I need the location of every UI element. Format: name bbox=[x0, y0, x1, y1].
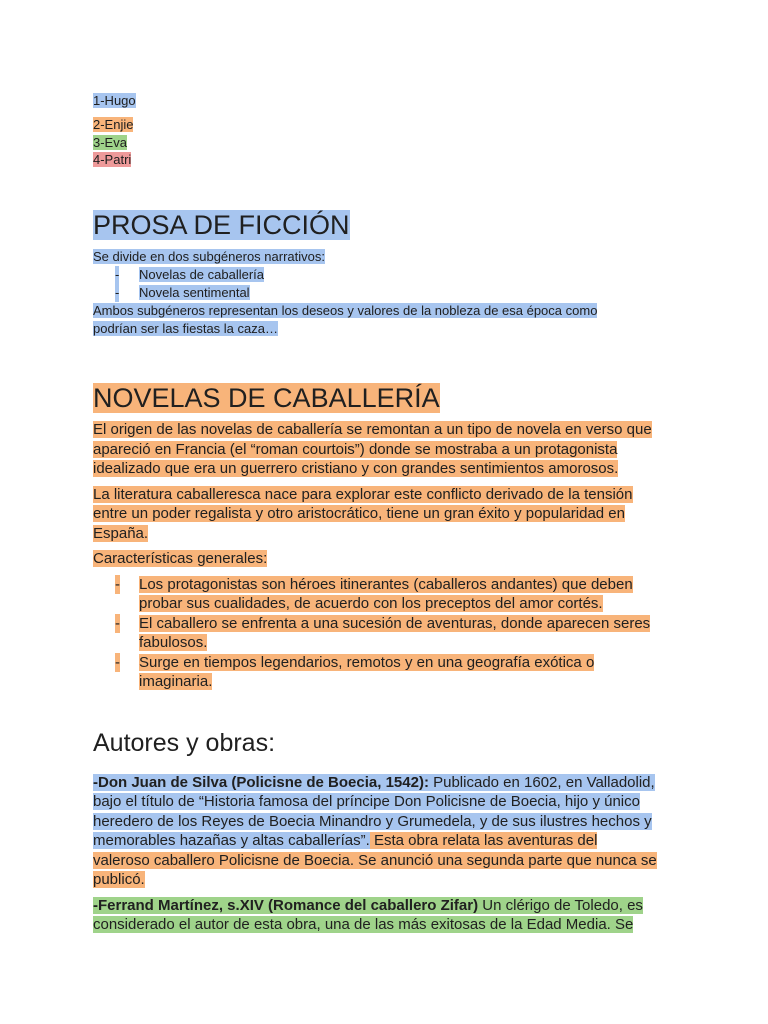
document-page bbox=[93, 92, 678, 935]
paragraph: El origen de las novelas de caballería se remontan a un tipo de novela en verso que apareció en Francia (el “roman courtois”) donde se mostraba a un protagonista idealizado que era un guerrero cristiano y con grandes sentimientos amorosos. bbox=[93, 421, 652, 477]
subgenre-list bbox=[93, 266, 678, 302]
characteristics-title: Características generales: bbox=[93, 550, 268, 567]
team-member: 1-Hugo bbox=[93, 93, 136, 108]
prosa-section bbox=[93, 248, 678, 338]
paragraph: La literatura caballeresca nace para explorar este conflicto derivado de la tensión entre un poder regalista y otro aristocrático, tiene un gran éxito y popularidad en España. bbox=[93, 485, 633, 542]
list-item: - Los protagonistas son héroes itinerantes (caballeros andantes) que deben probar sus cualidades, de acuerdo con los preceptos del amor cortés. bbox=[115, 575, 633, 612]
section-title-autores: Autores y obras: bbox=[93, 728, 276, 757]
team-member: 4-Patri bbox=[93, 152, 132, 167]
section-title-prosa: PROSA DE FICCIÓN bbox=[93, 210, 350, 240]
team-member: 2-Enjie bbox=[93, 117, 134, 132]
autores-section bbox=[93, 773, 678, 935]
prosa-outro: Ambos subgéneros representan los deseos y valores de la nobleza de esa época como bbox=[93, 303, 598, 318]
author-entry: -Ferrand Martínez, s.XIV (Romance del caballero Zifar) Un clérigo de Toledo, es considerado el autor de esta obra, una de las más exitosas de la Edad Media. Se bbox=[93, 896, 643, 933]
prosa-intro: Se divide en dos subgéneros narrativos: bbox=[93, 249, 325, 264]
team-list bbox=[93, 92, 678, 168]
list-item: - El caballero se enfrenta a una sucesión de aventuras, donde aparecen seres fabulosos. bbox=[115, 614, 651, 651]
list-item: - Surge en tiempos legendarios, remotos y en una geografía exótica o imaginaria. bbox=[115, 653, 595, 690]
team-member: 3-Eva bbox=[93, 135, 127, 150]
section-title-caballeria: NOVELAS DE CABALLERÍA bbox=[93, 383, 440, 413]
list-item: - Novelas de caballería bbox=[115, 267, 265, 282]
prosa-outro: podrían ser las fiestas la caza… bbox=[93, 321, 278, 336]
list-item: - Novela sentimental bbox=[115, 285, 250, 300]
caballeria-section bbox=[93, 420, 678, 692]
author-entry: -Don Juan de Silva (Policisne de Boecia, 1542): Publicado en 1602, en Valladolid, bajo el título de “Historia famosa del príncipe Don Policisne de Boecia, hijo y único heredero de los Reyes de Boecia Minandro y Grumedela, y de sus ilustres hechos y memorables hazañas y altas caballerías”. Esta obra relata las aventuras del valeroso caballero Policisne de Boecia. Se anunció una segunda parte que nunca se publicó. bbox=[93, 773, 657, 888]
characteristics-list bbox=[93, 575, 678, 692]
